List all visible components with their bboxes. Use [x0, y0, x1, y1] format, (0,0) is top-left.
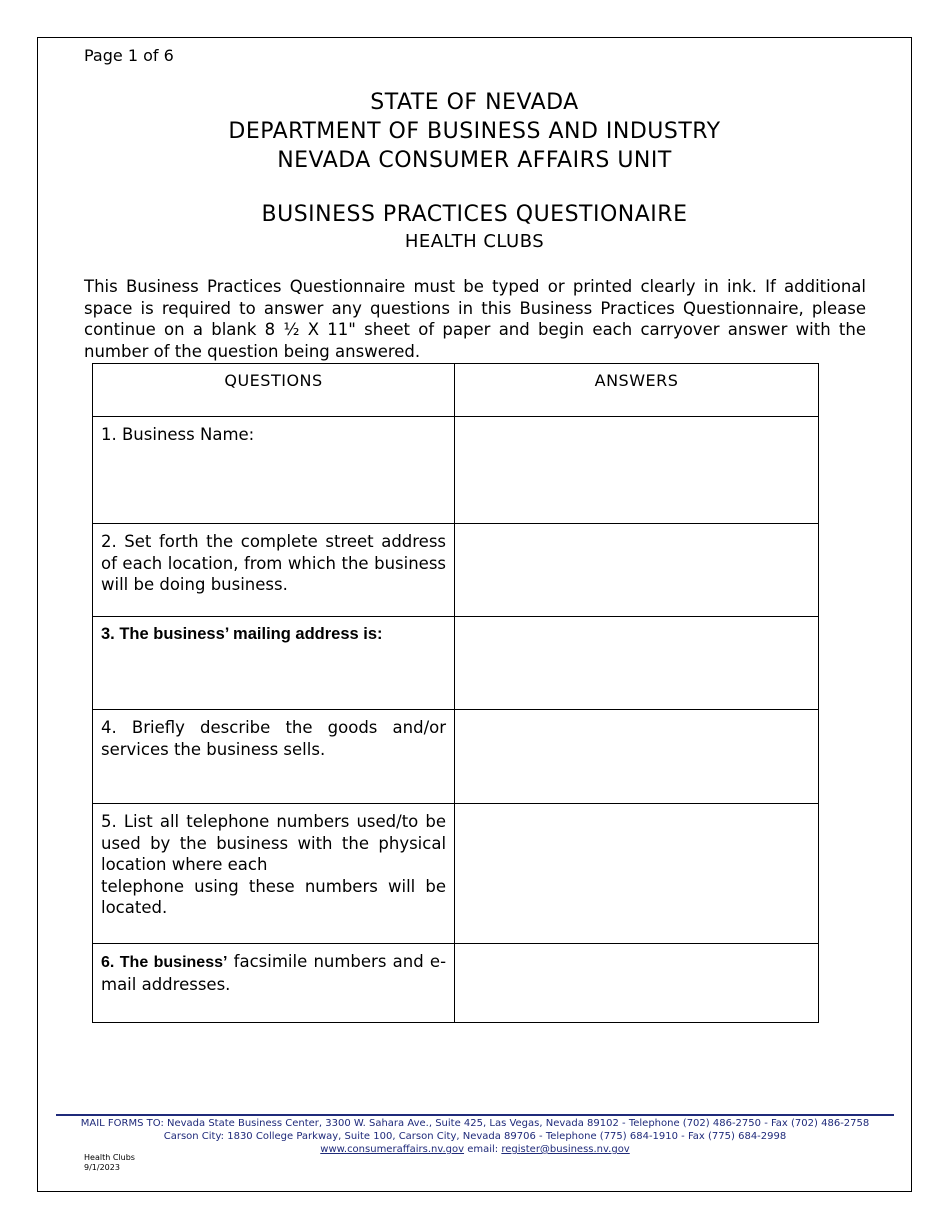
answer-4-field[interactable]: [455, 710, 819, 804]
instructions: This Business Practices Questionnaire must be typed or printed clearly in ink. If additional space is required to answer any questions in this Business Practices Questionnaire, please continue on a blank 8 ½ X 11" sheet of paper and begin each carryover answer with the number of the question being answered.: [84, 277, 866, 361]
form-date: 9/1/2023: [84, 1163, 120, 1172]
question-6-bold: 6. The business’: [101, 954, 228, 971]
table-row: [93, 417, 819, 524]
answer-1-field[interactable]: [455, 417, 819, 524]
website-link[interactable]: www.consumeraffairs.nv.gov: [320, 1144, 465, 1155]
answers-column-header: ANSWERS: [455, 364, 819, 417]
answer-6-field[interactable]: [455, 944, 819, 1023]
question-5-part-b: telephone using these numbers will be located.: [101, 876, 447, 917]
table-row: [93, 617, 819, 710]
question-6: [93, 944, 455, 1023]
answer-3-field[interactable]: [455, 617, 819, 710]
footer-contact-line: [56, 1143, 894, 1156]
question-6-rest: facsimile numbers and e-mail addresses.: [101, 952, 447, 994]
form-subtitle: HEALTH CLUBS: [404, 231, 545, 252]
agency-header: [37, 88, 912, 175]
email-label: email:: [464, 1144, 502, 1155]
table-header-row: [93, 364, 819, 417]
form-title: BUSINESS PRACTICES QUESTIONAIRE: [261, 202, 688, 227]
table-row: [93, 944, 819, 1023]
header-line-unit: NEVADA CONSUMER AFFAIRS UNIT: [277, 148, 672, 173]
question-5-part-a: 5. List all telephone numbers used/to be used by the business with the physical location where each: [101, 812, 447, 874]
question-5: [93, 804, 455, 944]
header-line-state: STATE OF NEVADA: [370, 90, 579, 115]
table-row: [93, 804, 819, 944]
email-link[interactable]: register@business.nv.gov: [501, 1144, 630, 1155]
form-meta: [84, 1153, 135, 1173]
question-3: 3. The business’ mailing address is:: [93, 617, 455, 710]
questions-column-header: QUESTIONS: [93, 364, 455, 417]
table-row: [93, 710, 819, 804]
footer-carson-line: Carson City: 1830 College Parkway, Suite 100, Carson City, Nevada 89706 - Telephone (775) 684-1910 - Fax (775) 684-2998: [163, 1131, 787, 1142]
footer-mail-line: MAIL FORMS TO: Nevada State Business Center, 3300 W. Sahara Ave., Suite 425, Las Vegas, Nevada 89102 - Telephone (702) 486-2750 - Fax (702) 486-2758: [80, 1118, 870, 1129]
header-line-department: DEPARTMENT OF BUSINESS AND INDUSTRY: [228, 119, 721, 144]
questionnaire-table: [92, 363, 819, 1023]
answer-5-field[interactable]: [455, 804, 819, 944]
answer-2-field[interactable]: [455, 524, 819, 617]
question-2: 2. Set forth the complete street address of each location, from which the business will be doing business.: [93, 524, 455, 617]
page-number: Page 1 of 6: [84, 46, 174, 65]
question-4: 4. Briefly describe the goods and/or services the business sells.: [93, 710, 455, 804]
form-name: Health Clubs: [84, 1153, 135, 1162]
table-row: [93, 524, 819, 617]
footer: [56, 1114, 894, 1156]
question-1: 1. Business Name:: [93, 417, 455, 524]
